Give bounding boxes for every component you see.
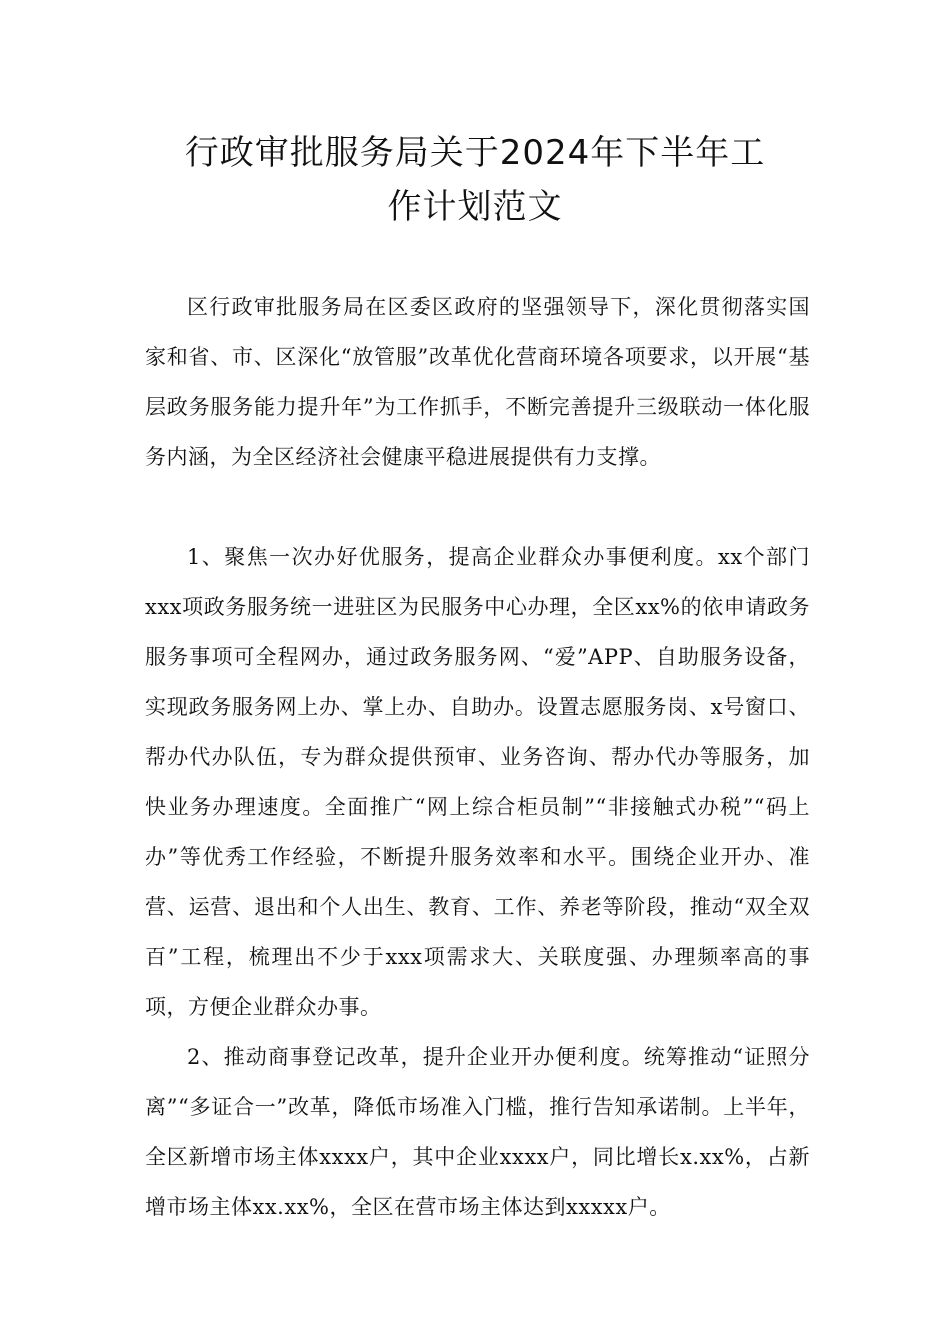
- paragraph-intro: 区行政审批服务局在区委区政府的坚强领导下，深化贯彻落实国家和省、市、区深化“放管服”改革优化营商环境各项要求，以开展“基层政务服务能力提升年”为工作抓手，不断完善提升三级联动一体化服务内涵，为全区经济社会健康平稳进展提供有力支撑。: [145, 295, 810, 469]
- paragraph-item-2: 2、推动商事登记改革，提升企业开办便利度。统筹推动“证照分离”“多证合一”改革，降低市场准入门槛，推行告知承诺制。上半年，全区新增市场主体xxxx户，其中企业xxxx户，同比增长x.xx%，占新增市场主体xx.xx%，全区在营市场主体达到xxxxx户。: [145, 1045, 810, 1219]
- document-title-line-1: 行政审批服务局关于2024年下半年工: [184, 133, 766, 173]
- document-body: [145, 282, 810, 1232]
- paragraph-item-1: 1、聚焦一次办好优服务，提高企业群众办事便利度。xx个部门xxx项政务服务统一进驻区为民服务中心办理，全区xx%的依申请政务服务事项可全程网办，通过政务服务网、“爱”APP、自助服务设备，实现政务服务网上办、掌上办、自助办。设置志愿服务岗、x号窗口、帮办代办队伍，专为群众提供预审、业务咨询、帮办代办等服务，加快业务办理速度。全面推广“网上综合柜员制”“非接触式办税”“码上办”等优秀工作经验，不断提升服务效率和水平。围绕企业开办、准营、运营、退出和个人出生、教育、工作、养老等阶段，推动“双全双百”工程，梳理出不少于xxx项需求大、关联度强、办理频率高的事项，方便企业群众办事。: [145, 545, 810, 1019]
- document-title-line-2: 作计划范文: [387, 187, 563, 227]
- document-title: [130, 126, 820, 234]
